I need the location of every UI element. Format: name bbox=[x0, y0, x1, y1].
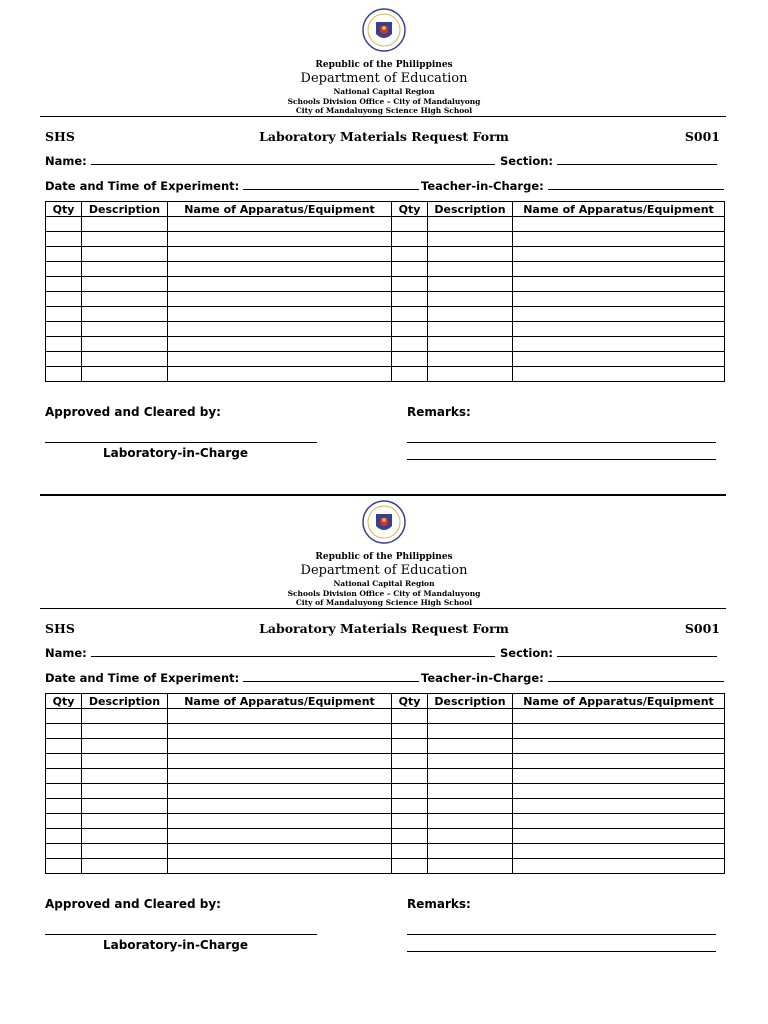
table-cell[interactable] bbox=[513, 814, 725, 829]
col-header: Qty bbox=[392, 202, 428, 217]
table-row bbox=[46, 352, 725, 367]
table-cell[interactable] bbox=[46, 352, 82, 367]
form-code: S001 bbox=[684, 621, 720, 636]
section-field[interactable] bbox=[500, 645, 717, 660]
table-cell[interactable] bbox=[428, 784, 513, 799]
table-cell[interactable] bbox=[168, 724, 392, 739]
header-rule bbox=[40, 608, 726, 609]
signature-line[interactable] bbox=[45, 934, 317, 935]
table-cell[interactable] bbox=[513, 367, 725, 382]
table-row bbox=[46, 262, 725, 277]
table-cell[interactable] bbox=[513, 277, 725, 292]
table-cell[interactable] bbox=[513, 307, 725, 322]
table-row bbox=[46, 232, 725, 247]
table-cell[interactable] bbox=[46, 739, 82, 754]
table-cell[interactable] bbox=[392, 247, 428, 262]
table-cell[interactable] bbox=[392, 844, 428, 859]
col-header: Qty bbox=[392, 694, 428, 709]
name-blank[interactable] bbox=[91, 645, 495, 657]
col-header: Description bbox=[82, 694, 168, 709]
table-row bbox=[46, 724, 725, 739]
table-cell[interactable] bbox=[82, 799, 168, 814]
table-cell[interactable] bbox=[513, 859, 725, 874]
form-title: Laboratory Materials Request Form bbox=[259, 129, 509, 144]
table-row bbox=[46, 247, 725, 262]
col-header: Qty bbox=[46, 202, 82, 217]
region-line: National Capital Region bbox=[333, 579, 435, 588]
table-cell[interactable] bbox=[392, 307, 428, 322]
table-row bbox=[46, 859, 725, 874]
request-form-2 bbox=[0, 500, 768, 992]
lab-in-charge-label: Laboratory-in-Charge bbox=[103, 938, 249, 952]
table-row bbox=[46, 217, 725, 232]
table-cell[interactable] bbox=[82, 337, 168, 352]
approved-label: Approved and Cleared by: bbox=[45, 897, 221, 911]
table-cell[interactable] bbox=[82, 814, 168, 829]
date-label: Date and Time of Experiment: bbox=[45, 179, 240, 193]
division-line: Schools Division Office – City of Mandaluyong bbox=[287, 589, 481, 598]
table-cell[interactable] bbox=[82, 739, 168, 754]
table-cell[interactable] bbox=[392, 217, 428, 232]
date-field[interactable] bbox=[45, 178, 419, 193]
col-header: Description bbox=[428, 694, 513, 709]
date-blank[interactable] bbox=[243, 670, 419, 682]
table-cell[interactable] bbox=[46, 367, 82, 382]
table-cell[interactable] bbox=[46, 322, 82, 337]
remarks-line[interactable] bbox=[407, 459, 716, 460]
table-cell[interactable] bbox=[82, 769, 168, 784]
section-label: Section: bbox=[500, 646, 554, 660]
lab-in-charge-label: Laboratory-in-Charge bbox=[103, 446, 249, 460]
materials-table bbox=[45, 201, 725, 382]
table-cell[interactable] bbox=[392, 232, 428, 247]
table-cell[interactable] bbox=[168, 277, 392, 292]
table-cell[interactable] bbox=[168, 754, 392, 769]
table-cell[interactable] bbox=[392, 709, 428, 724]
table-cell[interactable] bbox=[82, 322, 168, 337]
table-body bbox=[46, 217, 725, 382]
table-cell[interactable] bbox=[513, 292, 725, 307]
table-row bbox=[46, 799, 725, 814]
teacher-label: Teacher-in-Charge: bbox=[421, 179, 544, 193]
table-cell[interactable] bbox=[82, 754, 168, 769]
table-cell[interactable] bbox=[513, 799, 725, 814]
remarks-label: Remarks: bbox=[407, 897, 471, 911]
table-row bbox=[46, 784, 725, 799]
name-label: Name: bbox=[45, 646, 87, 660]
track-label: SHS bbox=[45, 129, 75, 144]
table-cell[interactable] bbox=[168, 307, 392, 322]
table-cell[interactable] bbox=[513, 829, 725, 844]
table-cell[interactable] bbox=[46, 829, 82, 844]
table-cell[interactable] bbox=[46, 292, 82, 307]
teacher-field[interactable] bbox=[421, 178, 724, 193]
table-header-row bbox=[46, 202, 725, 217]
table-cell[interactable] bbox=[392, 352, 428, 367]
table-row bbox=[46, 292, 725, 307]
table-cell[interactable] bbox=[392, 367, 428, 382]
table-cell[interactable] bbox=[392, 829, 428, 844]
table-cell[interactable] bbox=[428, 859, 513, 874]
table-cell[interactable] bbox=[428, 799, 513, 814]
table-cell[interactable] bbox=[168, 814, 392, 829]
table-cell[interactable] bbox=[428, 217, 513, 232]
signature-line[interactable] bbox=[45, 442, 317, 443]
table-cell[interactable] bbox=[513, 724, 725, 739]
table-cell[interactable] bbox=[392, 262, 428, 277]
table-cell[interactable] bbox=[513, 709, 725, 724]
table-row bbox=[46, 307, 725, 322]
table-cell[interactable] bbox=[428, 277, 513, 292]
table-row bbox=[46, 844, 725, 859]
table-cell[interactable] bbox=[168, 247, 392, 262]
table-cell[interactable] bbox=[82, 844, 168, 859]
table-cell[interactable] bbox=[82, 352, 168, 367]
name-label: Name: bbox=[45, 154, 87, 168]
table-cell[interactable] bbox=[46, 709, 82, 724]
table-cell[interactable] bbox=[392, 277, 428, 292]
table-cell[interactable] bbox=[428, 844, 513, 859]
table-cell[interactable] bbox=[513, 322, 725, 337]
table-cell[interactable] bbox=[428, 292, 513, 307]
table-cell[interactable] bbox=[82, 859, 168, 874]
table-cell[interactable] bbox=[428, 247, 513, 262]
table-cell[interactable] bbox=[168, 784, 392, 799]
date-label: Date and Time of Experiment: bbox=[45, 671, 240, 685]
table-cell[interactable] bbox=[392, 769, 428, 784]
table-cell[interactable] bbox=[168, 367, 392, 382]
table-cell[interactable] bbox=[513, 262, 725, 277]
table-cell[interactable] bbox=[82, 367, 168, 382]
section-blank[interactable] bbox=[557, 153, 717, 165]
name-field[interactable] bbox=[45, 645, 495, 660]
table-cell[interactable] bbox=[82, 277, 168, 292]
table-cell[interactable] bbox=[168, 709, 392, 724]
table-cell[interactable] bbox=[82, 217, 168, 232]
materials-table bbox=[45, 693, 725, 874]
table-row bbox=[46, 709, 725, 724]
table-cell[interactable] bbox=[46, 232, 82, 247]
col-header: Name of Apparatus/Equipment bbox=[513, 694, 725, 709]
department-line: Department of Education bbox=[300, 563, 468, 578]
teacher-blank[interactable] bbox=[548, 670, 724, 682]
table-cell[interactable] bbox=[168, 829, 392, 844]
deped-seal-icon bbox=[362, 8, 406, 52]
table-cell[interactable] bbox=[513, 217, 725, 232]
table-cell[interactable] bbox=[46, 277, 82, 292]
track-label: SHS bbox=[45, 621, 75, 636]
table-cell[interactable] bbox=[513, 352, 725, 367]
cut-divider bbox=[40, 494, 726, 496]
table-cell[interactable] bbox=[428, 367, 513, 382]
table-row bbox=[46, 367, 725, 382]
table-cell[interactable] bbox=[82, 829, 168, 844]
table-header-row bbox=[46, 694, 725, 709]
table-cell[interactable] bbox=[46, 754, 82, 769]
table-row bbox=[46, 277, 725, 292]
date-blank[interactable] bbox=[243, 178, 419, 190]
table-cell[interactable] bbox=[428, 709, 513, 724]
col-header: Name of Apparatus/Equipment bbox=[168, 694, 392, 709]
table-row bbox=[46, 829, 725, 844]
table-cell[interactable] bbox=[82, 709, 168, 724]
remarks-line[interactable] bbox=[407, 934, 716, 935]
col-header: Name of Apparatus/Equipment bbox=[168, 202, 392, 217]
table-cell[interactable] bbox=[428, 769, 513, 784]
table-cell[interactable] bbox=[392, 292, 428, 307]
table-row bbox=[46, 322, 725, 337]
table-cell[interactable] bbox=[392, 859, 428, 874]
table-row bbox=[46, 739, 725, 754]
table-row bbox=[46, 754, 725, 769]
table-cell[interactable] bbox=[82, 232, 168, 247]
table-cell[interactable] bbox=[168, 859, 392, 874]
form-code: S001 bbox=[684, 129, 720, 144]
table-cell[interactable] bbox=[428, 754, 513, 769]
table-cell[interactable] bbox=[168, 337, 392, 352]
form-title: Laboratory Materials Request Form bbox=[259, 621, 509, 636]
table-cell[interactable] bbox=[46, 337, 82, 352]
table-cell[interactable] bbox=[428, 337, 513, 352]
table-cell[interactable] bbox=[513, 769, 725, 784]
col-header: Name of Apparatus/Equipment bbox=[513, 202, 725, 217]
table-cell[interactable] bbox=[46, 844, 82, 859]
table-cell[interactable] bbox=[428, 739, 513, 754]
table-cell[interactable] bbox=[428, 232, 513, 247]
table-cell[interactable] bbox=[428, 322, 513, 337]
table-cell[interactable] bbox=[168, 217, 392, 232]
table-cell[interactable] bbox=[513, 784, 725, 799]
col-header: Description bbox=[428, 202, 513, 217]
school-line: City of Mandaluyong Science High School bbox=[295, 598, 473, 607]
request-form-1 bbox=[0, 8, 768, 500]
col-header: Qty bbox=[46, 694, 82, 709]
table-cell[interactable] bbox=[428, 814, 513, 829]
table-cell[interactable] bbox=[168, 739, 392, 754]
table-cell[interactable] bbox=[46, 799, 82, 814]
approved-label: Approved and Cleared by: bbox=[45, 405, 221, 419]
table-cell[interactable] bbox=[46, 784, 82, 799]
teacher-label: Teacher-in-Charge: bbox=[421, 671, 544, 685]
table-cell[interactable] bbox=[82, 784, 168, 799]
table-cell[interactable] bbox=[168, 799, 392, 814]
teacher-blank[interactable] bbox=[548, 178, 724, 190]
deped-seal-icon bbox=[362, 500, 406, 544]
table-cell[interactable] bbox=[513, 247, 725, 262]
table-cell[interactable] bbox=[168, 844, 392, 859]
table-cell[interactable] bbox=[428, 352, 513, 367]
table-cell[interactable] bbox=[46, 262, 82, 277]
col-header: Description bbox=[82, 202, 168, 217]
table-cell[interactable] bbox=[82, 247, 168, 262]
table-cell[interactable] bbox=[168, 292, 392, 307]
date-field[interactable] bbox=[45, 670, 419, 685]
table-cell[interactable] bbox=[392, 754, 428, 769]
table-cell[interactable] bbox=[392, 337, 428, 352]
table-cell[interactable] bbox=[46, 814, 82, 829]
table-cell[interactable] bbox=[82, 292, 168, 307]
republic-line: Republic of the Philippines bbox=[315, 60, 453, 70]
table-cell[interactable] bbox=[513, 844, 725, 859]
table-cell[interactable] bbox=[428, 307, 513, 322]
table-cell[interactable] bbox=[46, 724, 82, 739]
section-label: Section: bbox=[500, 154, 554, 168]
table-cell[interactable] bbox=[168, 769, 392, 784]
table-cell[interactable] bbox=[428, 829, 513, 844]
republic-line: Republic of the Philippines bbox=[315, 552, 453, 562]
table-cell[interactable] bbox=[392, 739, 428, 754]
division-line: Schools Division Office – City of Mandaluyong bbox=[287, 97, 481, 106]
remarks-label: Remarks: bbox=[407, 405, 471, 419]
table-row bbox=[46, 814, 725, 829]
table-cell[interactable] bbox=[168, 232, 392, 247]
table-cell[interactable] bbox=[46, 859, 82, 874]
table-cell[interactable] bbox=[428, 724, 513, 739]
table-cell[interactable] bbox=[46, 307, 82, 322]
school-line: City of Mandaluyong Science High School bbox=[295, 106, 473, 115]
department-line: Department of Education bbox=[300, 71, 468, 86]
table-row bbox=[46, 769, 725, 784]
table-cell[interactable] bbox=[82, 724, 168, 739]
table-cell[interactable] bbox=[428, 262, 513, 277]
table-cell[interactable] bbox=[46, 247, 82, 262]
table-cell[interactable] bbox=[82, 307, 168, 322]
section-blank[interactable] bbox=[557, 645, 717, 657]
name-blank[interactable] bbox=[91, 153, 495, 165]
table-cell[interactable] bbox=[46, 769, 82, 784]
table-cell[interactable] bbox=[168, 262, 392, 277]
table-cell[interactable] bbox=[392, 814, 428, 829]
table-cell[interactable] bbox=[513, 754, 725, 769]
table-cell[interactable] bbox=[168, 322, 392, 337]
table-cell[interactable] bbox=[392, 322, 428, 337]
region-line: National Capital Region bbox=[333, 87, 435, 96]
table-cell[interactable] bbox=[82, 262, 168, 277]
teacher-field[interactable] bbox=[421, 670, 724, 685]
table-cell[interactable] bbox=[392, 799, 428, 814]
table-cell[interactable] bbox=[168, 352, 392, 367]
header-rule bbox=[40, 116, 726, 117]
table-cell[interactable] bbox=[392, 724, 428, 739]
table-cell[interactable] bbox=[513, 739, 725, 754]
section-field[interactable] bbox=[500, 153, 717, 168]
table-cell[interactable] bbox=[46, 217, 82, 232]
table-body bbox=[46, 709, 725, 874]
table-cell[interactable] bbox=[513, 337, 725, 352]
remarks-line[interactable] bbox=[407, 442, 716, 443]
table-row bbox=[46, 337, 725, 352]
remarks-line[interactable] bbox=[407, 951, 716, 952]
name-field[interactable] bbox=[45, 153, 495, 168]
table-cell[interactable] bbox=[392, 784, 428, 799]
table-cell[interactable] bbox=[513, 232, 725, 247]
